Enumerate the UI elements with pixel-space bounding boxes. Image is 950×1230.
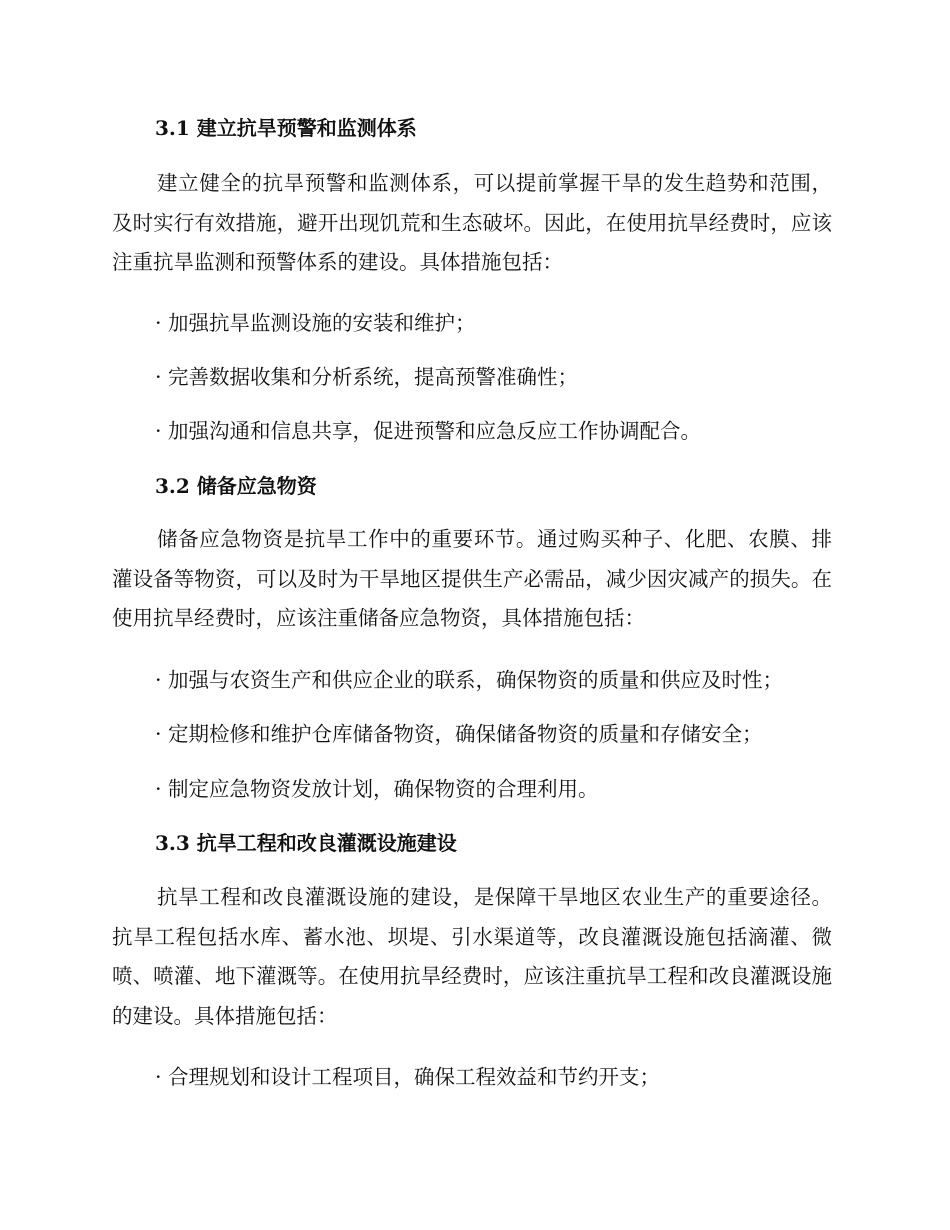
bullet-item: · 加强与农资生产和供应企业的联系，确保物资的质量和供应及时性； — [155, 668, 784, 692]
bullet-item: · 合理规划和设计工程项目，确保工程效益和节约开支； — [155, 1065, 661, 1089]
bullet-item: · 定期检修和维护仓库储备物资，确保储备物资的质量和存储安全； — [155, 722, 763, 746]
section-heading-3-1: 3.1 建立抗旱预警和监测体系 — [155, 116, 417, 140]
section-heading-3-2: 3.2 储备应急物资 — [155, 474, 317, 498]
section-heading-3-3: 3.3 抗旱工程和改良灌溉设施建设 — [155, 831, 457, 855]
section-paragraph-3-2: 储备应急物资是抗旱工作中的重要环节。通过购买种子、化肥、农膜、排灌设备等物资，可以及时为干旱地区提供生产必需品，减少因灾减产的损失。在使用抗旱经费时，应该注重储备应急物资，具体措施包括： — [112, 527, 832, 630]
bullet-item: · 加强沟通和信息共享，促进预警和应急反应工作协调配合。 — [155, 419, 702, 443]
bullet-item: · 完善数据收集和分析系统，提高预警准确性； — [155, 365, 579, 389]
section-paragraph-3-1: 建立健全的抗旱预警和监测体系，可以提前掌握干旱的发生趋势和范围，及时实行有效措施，避开出现饥荒和生态破坏。因此，在使用抗旱经费时，应该注重抗旱监测和预警体系的建设。具体措施包括： — [112, 171, 832, 274]
bullet-item: · 加强抗旱监测设施的安装和维护； — [155, 311, 476, 335]
section-paragraph-3-3: 抗旱工程和改良灌溉设施的建设，是保障干旱地区农业生产的重要途径。抗旱工程包括水库、蓄水池、坝堤、引水渠道等，改良灌溉设施包括滴灌、微喷、喷灌、地下灌溉等。在使用抗旱经费时，应该注重抗旱工程和改良灌溉设施的建设。具体措施包括： — [112, 885, 832, 1028]
bullet-item: · 制定应急物资发放计划，确保物资的合理利用。 — [155, 777, 599, 801]
